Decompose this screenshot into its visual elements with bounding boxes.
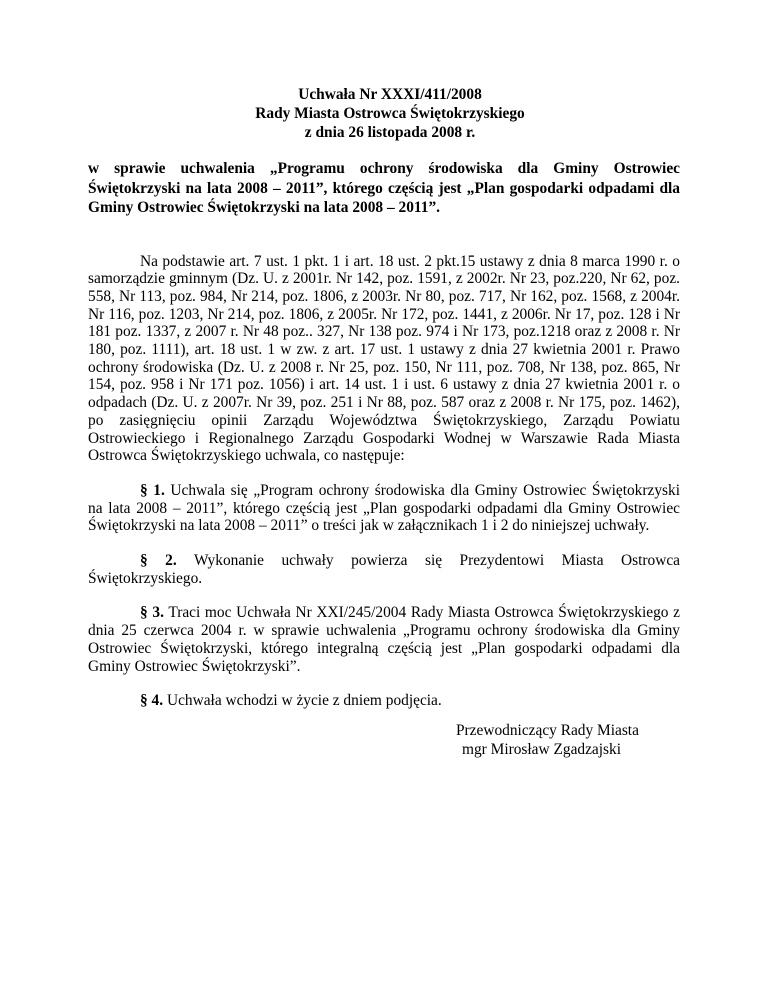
resolution-subject: w sprawie uchwalenia „Programu ochrony środowiska dla Gminy Ostrowiec Świętokrzyski na lata 2008 – 2011”, którego częścią jest „Plan gospodarki odpadami dla Gminy Ostrowiec Świętokrzyski na lata 2008 – 2011”. bbox=[88, 160, 680, 216]
resolution-issuer: Rady Miasta Ostrowca Świętokrzyskiego bbox=[255, 105, 525, 122]
section-1 bbox=[88, 482, 680, 535]
signature-block bbox=[456, 721, 676, 759]
section-3 bbox=[88, 604, 680, 675]
section-2-number: § 2. bbox=[140, 552, 177, 570]
section-4 bbox=[88, 692, 680, 710]
section-1-number: § 1. bbox=[140, 481, 165, 499]
resolution-title: Uchwała Nr XXXI/411/2008 bbox=[298, 86, 482, 103]
section-3-text: Traci moc Uchwała Nr XXI/245/2004 Rady Miasta Ostrowca Świętokrzyskiego z dnia 25 czerwca 2004 r. w sprawie uchwalenia „Programu ochrony środowiska dla Gminy Ostrowiec Świętokrzyski, którego integralną częścią jest „Plan gospodarki odpadami dla Gminy Ostrowiec Świętokrzyski”. bbox=[88, 604, 680, 675]
section-2-text: Wykonanie uchwały powierza się Prezydentowi Miasta Ostrowca Świętokrzyskiego. bbox=[88, 552, 681, 587]
legal-basis: Na podstawie art. 7 ust. 1 pkt. 1 i art. 18 ust. 2 pkt.15 ustawy z dnia 8 marca 1990 r. o samorządzie gminnym (Dz. U. z 2001r. Nr 142, poz. 1591, z 2002r. Nr 23, poz.220, Nr 62, poz. 558, Nr 113, poz. 984, Nr 214, poz. 1806, z 2003r. Nr 80, poz. 717, Nr 162, poz. 1568, z 2004r. Nr 116, poz. 1203, Nr 214, poz. 1806, z 2005r. Nr 172, poz. 1441, z 2006r. Nr 17, poz. 128 i Nr 181 poz. 1337, z 2007 r. Nr 48 poz.. 327, Nr 138 poz. 974 i Nr 173, poz.1218 oraz z 2008 r. Nr 180, poz. 1111), art. 18 ust. 1 w zw. z art. 17 ust. 1 ustawy z dnia 27 kwietnia 2001 r. Prawo ochrony środowiska (Dz. U. z 2008 r. Nr 25, poz. 150, Nr 111, poz. 708, Nr 138, poz. 865, Nr 154, poz. 958 i Nr 171 poz. 1056) i art. 14 ust. 1 i ust. 6 ustawy z dnia 27 kwietnia 2001 r. o odpadach (Dz. U. z 2007r. Nr 39, poz. 251 i Nr 88, poz. 587 oraz z 2008 r. Nr 175, poz. 1462), po zasięgnięciu opinii Zarządu Województwa Świętokrzyskiego, Zarządu Powiatu Ostrowieckiego i Regionalnego Zarządu Gospodarki Wodnej w Warszawie Rada Miasta Ostrowca Świętokrzyskiego uchwala, co następuje: bbox=[88, 252, 680, 465]
section-1-text: Uchwala się „Program ochrony środowiska dla Gminy Ostrowiec Świętokrzyski na lata 2008 – 2011”, którego częścią jest „Plan gospodarki odpadami dla Gminy Ostrowiec Świętokrzyski na lata 2008 – 2011” o treści jak w załącznikach 1 i 2 do niniejszej uchwały. bbox=[88, 481, 680, 535]
section-4-text: Uchwała wchodzi w życie z dniem podjęcia. bbox=[166, 692, 442, 710]
section-2 bbox=[88, 552, 680, 587]
section-4-number: § 4. bbox=[140, 692, 164, 710]
document-page bbox=[88, 85, 681, 758]
signatory-role: Przewodniczący Rady Miasta bbox=[456, 722, 639, 739]
signatory-name: mgr Mirosław Zgadzajski bbox=[462, 741, 622, 758]
resolution-date: z dnia 26 listopada 2008 r. bbox=[304, 124, 476, 141]
section-3-number: § 3. bbox=[140, 604, 164, 622]
document-header bbox=[100, 85, 680, 142]
